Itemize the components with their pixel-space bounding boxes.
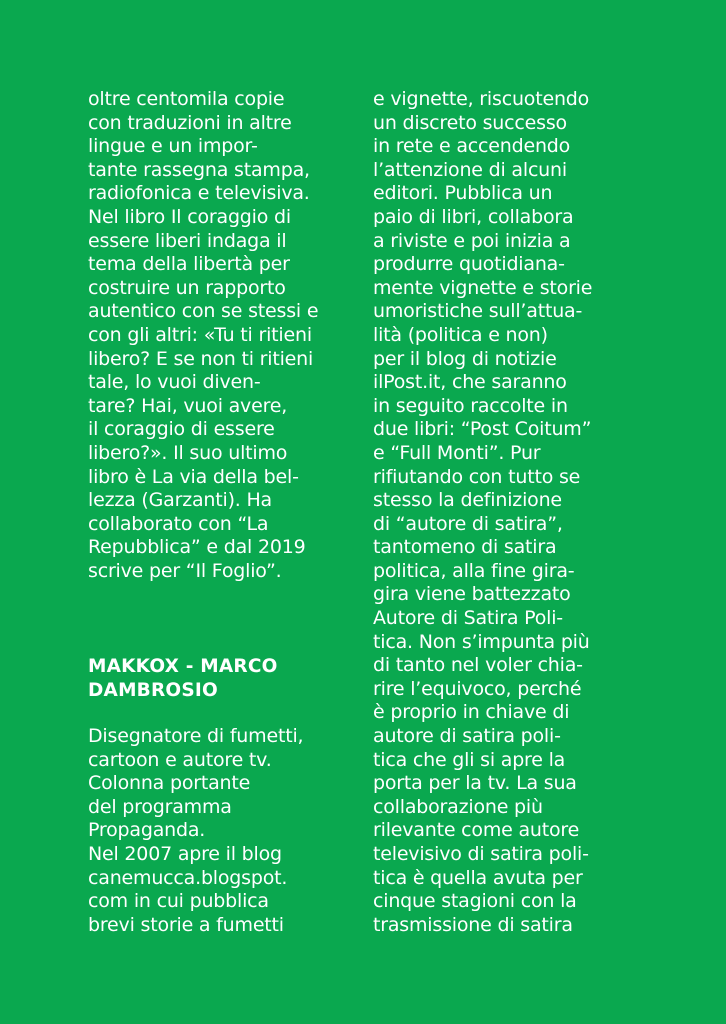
text-line: in seguito raccolte in <box>373 394 568 417</box>
text-line: rifiutando con tutto se <box>373 465 581 488</box>
text-line: l’attenzione di alcuni <box>373 158 567 181</box>
text-line: cartoon e autore tv. <box>88 748 272 771</box>
text-line: costruire un rapporto <box>88 276 286 299</box>
text-line: Propaganda. <box>88 819 206 842</box>
text-line: stesso la definizione <box>373 489 562 512</box>
text-line: con traduzioni in altre <box>88 111 292 134</box>
text-line: porta per la tv. La sua <box>373 772 577 795</box>
text-line: tare? Hai, vuoi avere, <box>88 394 288 417</box>
text-line: umoristiche sull’attua- <box>373 300 583 323</box>
text-line: mente vignette e storie <box>373 276 593 299</box>
text-line: libro è La via della bel- <box>88 465 299 488</box>
heading-line: DAMBROSIO <box>88 680 218 701</box>
text-line: libero?». Il suo ultimo <box>88 441 288 464</box>
text-line: tale, lo vuoi diven- <box>88 371 261 394</box>
text-line: autore di satira poli- <box>373 725 561 748</box>
text-line: un discreto successo <box>373 111 567 134</box>
text-line: tante rassegna stampa, <box>88 158 310 181</box>
text-line: autentico con se stessi e <box>88 300 319 323</box>
text-line: Colonna portante <box>88 772 251 795</box>
text-line: lingue e un impor- <box>88 135 258 158</box>
text-line: oltre centomila copie <box>88 88 285 110</box>
text-line: di tanto nel voler chia- <box>373 654 583 677</box>
text-line: e vignette, riscuotendo <box>373 88 590 110</box>
text-line: collaborato con “La <box>88 512 269 535</box>
text-line: collaborazione più <box>373 795 543 818</box>
text-line: com in cui pubblica <box>88 890 269 913</box>
text-line: essere liberi indaga il <box>88 229 287 252</box>
text-line: è proprio in chiave di <box>373 701 570 724</box>
right-column-text <box>373 88 643 937</box>
text-line: gira viene battezzato <box>373 583 571 606</box>
text-line: politica, alla fine gira- <box>373 559 575 582</box>
text-line: paio di libri, collabora <box>373 205 574 228</box>
section-body <box>88 725 358 937</box>
text-line: tema della libertà per <box>88 253 290 276</box>
text-line: lità (politica e non) <box>373 323 548 346</box>
text-line: rilevante come autore <box>373 819 580 842</box>
text-line: per il blog di notizie <box>373 347 557 370</box>
text-line: editori. Pubblica un <box>373 182 553 205</box>
text-line: di “autore di satira”, <box>373 512 563 535</box>
text-line: con gli altri: «Tu ti ritieni <box>88 323 312 346</box>
left-column-text <box>88 88 358 583</box>
section-heading <box>88 655 358 703</box>
text-line: due libri: “Post Coitum” <box>373 418 592 441</box>
text-line: libero? E se non ti ritieni <box>88 347 314 370</box>
text-line: tica che gli si apre la <box>373 748 566 771</box>
text-line: rire l’equivoco, perché <box>373 677 582 700</box>
text-line: ilPost.it, che saranno <box>373 371 567 394</box>
text-line: radiofonica e televisiva. <box>88 182 310 205</box>
text-line: a riviste e poi inizia a <box>373 229 571 252</box>
text-line: il coraggio di essere <box>88 418 275 441</box>
text-line: e “Full Monti”. Pur <box>373 441 541 464</box>
text-line: Nel libro Il coraggio di <box>88 205 291 228</box>
text-line: tantomeno di satira <box>373 536 557 559</box>
heading-line: MAKKOX - MARCO <box>88 656 278 677</box>
text-line: Disegnatore di fumetti, <box>88 725 304 747</box>
text-line: lezza (Garzanti). Ha <box>88 489 272 512</box>
text-line: produrre quotidiana- <box>373 253 565 276</box>
text-line: Autore di Satira Poli- <box>373 607 563 630</box>
text-line: trasmissione di satira <box>373 913 573 936</box>
text-line: del programma <box>88 795 232 818</box>
text-line: brevi storie a fumetti <box>88 913 284 936</box>
text-line: Nel 2007 apre il blog <box>88 842 282 865</box>
text-line: tica. Non s’impunta più <box>373 630 590 653</box>
text-line: scrive per “Il Foglio”. <box>88 559 282 582</box>
text-line: Repubblica” e dal 2019 <box>88 536 306 559</box>
text-line: cinque stagioni con la <box>373 890 577 913</box>
text-line: in rete e accendendo <box>373 135 571 158</box>
text-line: televisivo di satira poli- <box>373 843 589 865</box>
text-line: canemucca.blogspot. <box>88 866 288 889</box>
text-line: tica è quella avuta per <box>373 866 583 889</box>
